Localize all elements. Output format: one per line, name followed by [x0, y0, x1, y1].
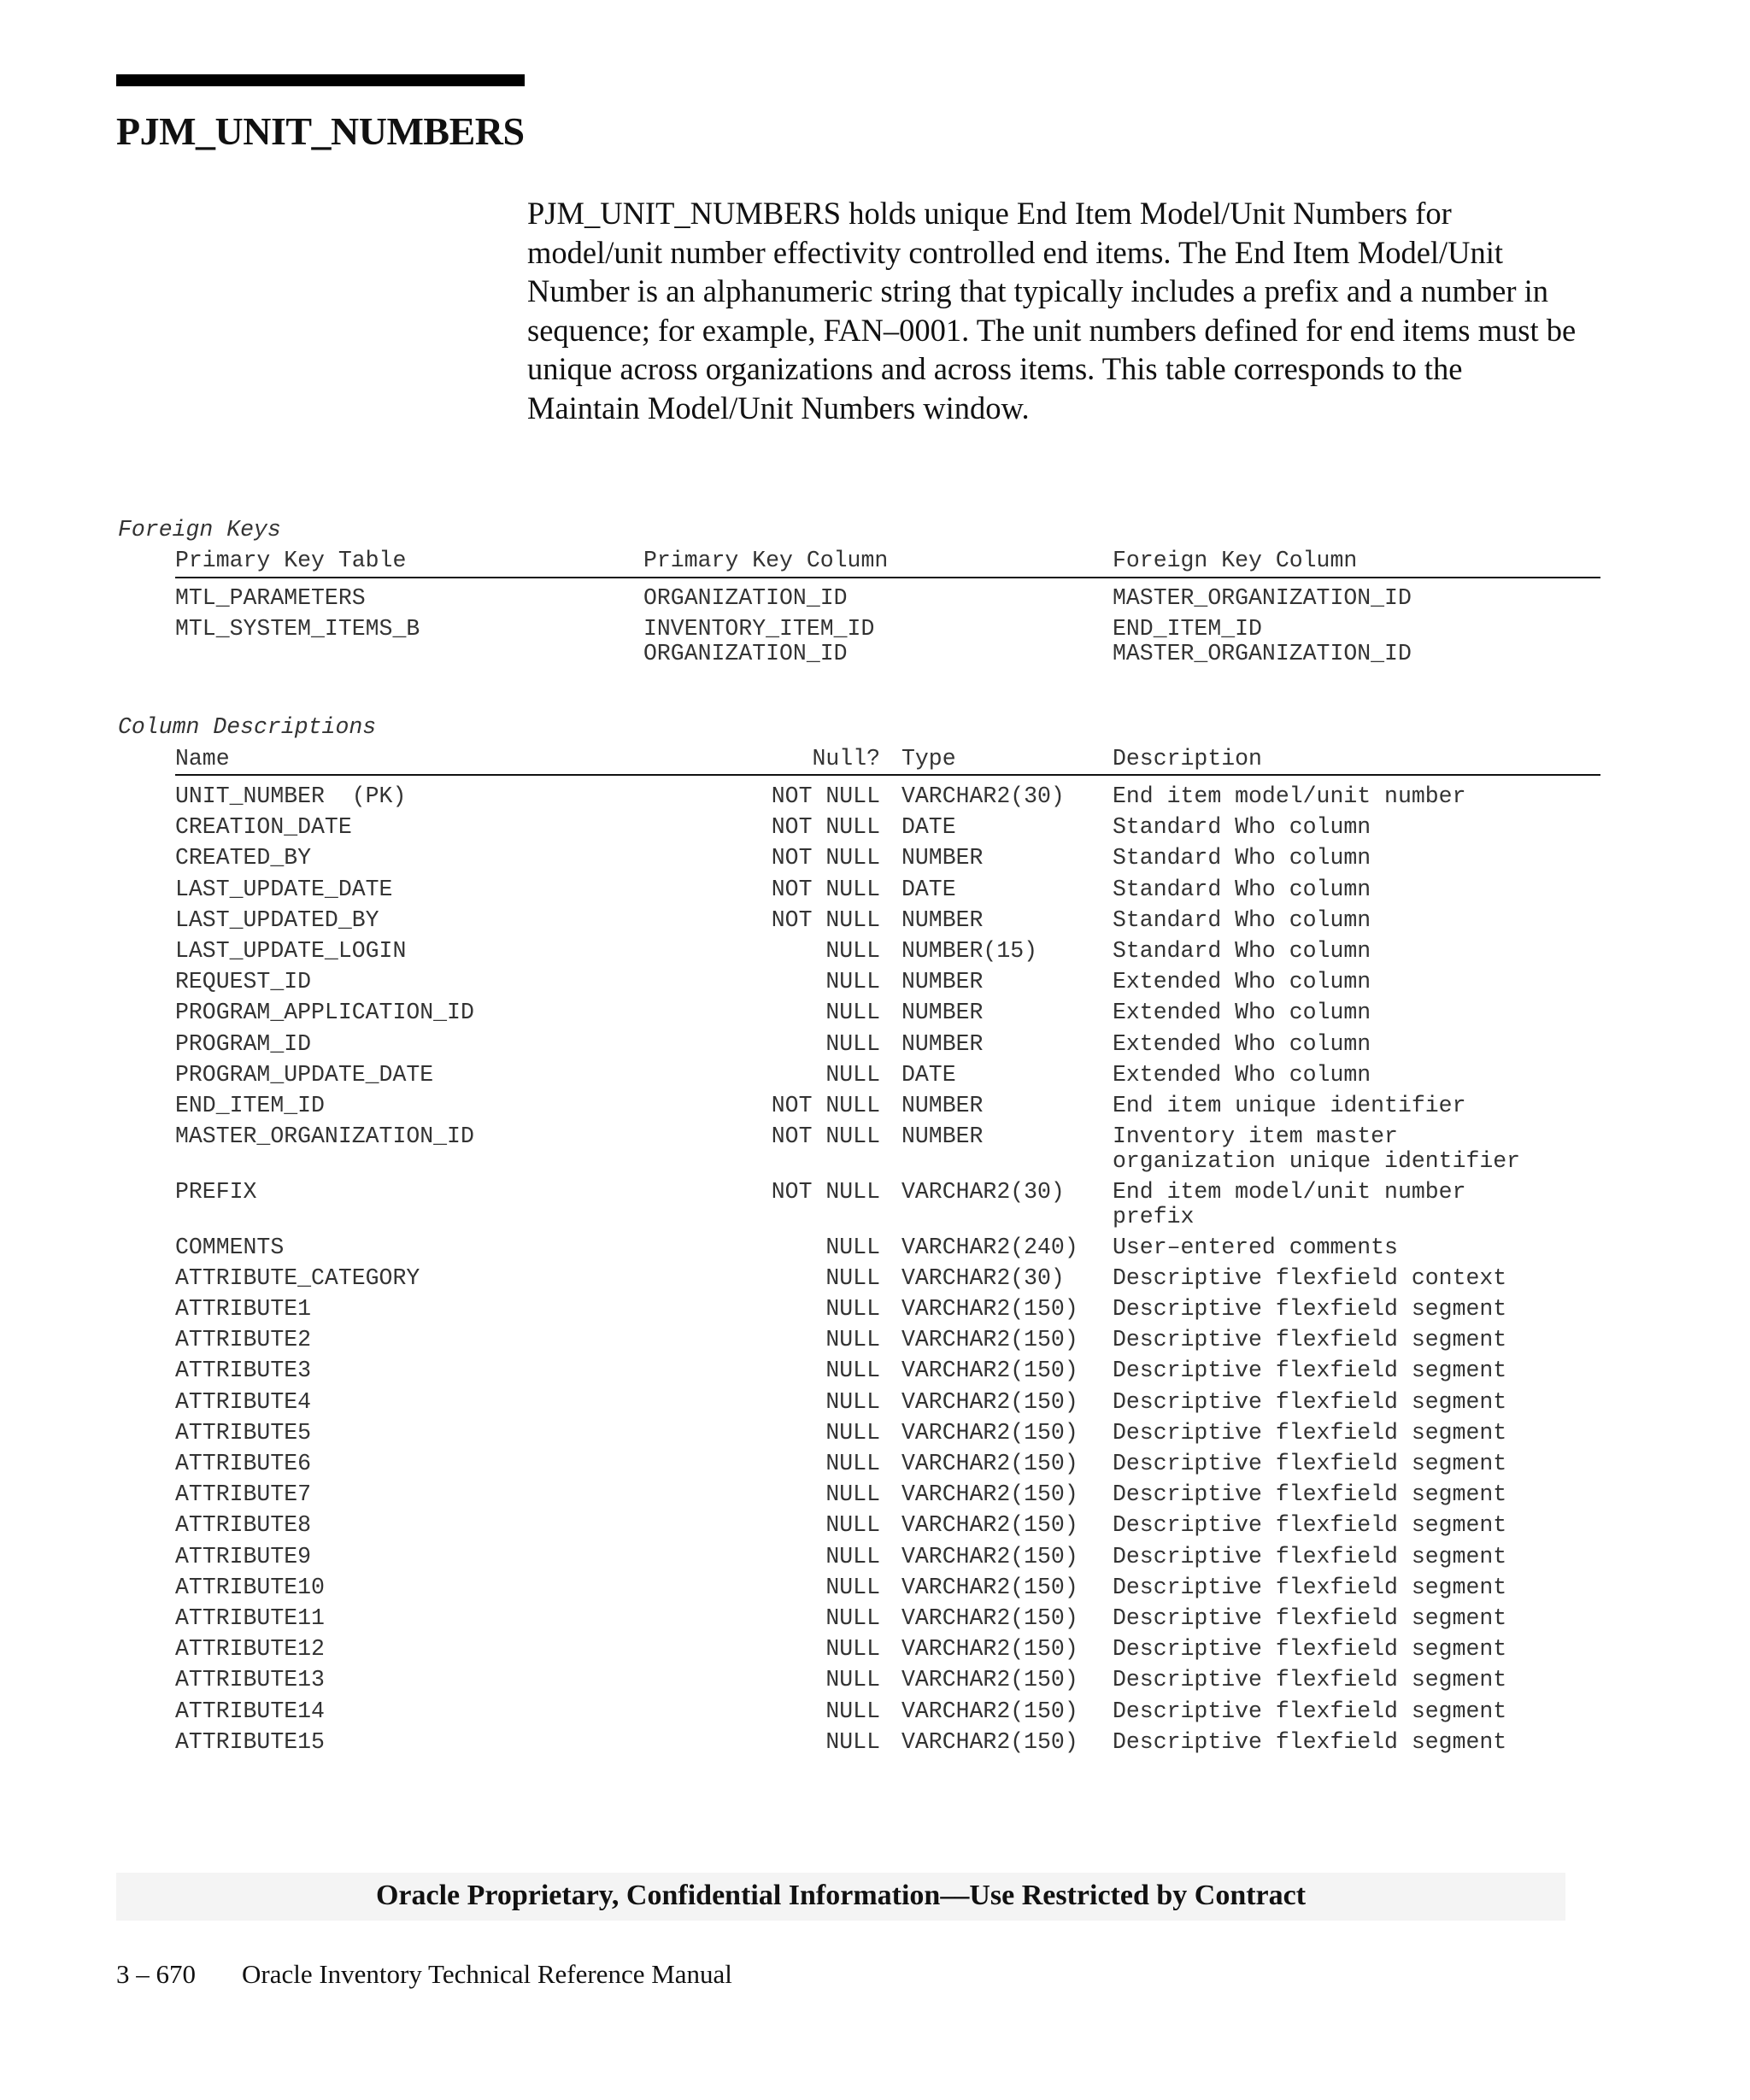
column-name-cell: ATTRIBUTE8 [175, 1512, 312, 1539]
fk-pk-column-cell: ORGANIZATION_ID [643, 585, 848, 611]
column-description-cell: Descriptive flexfield segment [1113, 1388, 1507, 1415]
column-type-cell: NUMBER [901, 906, 984, 933]
column-type-cell: VARCHAR2(150) [901, 1698, 1078, 1724]
column-type-cell: VARCHAR2(150) [901, 1327, 1078, 1353]
column-null-cell: NULL [825, 1296, 880, 1322]
column-name-cell: ATTRIBUTE5 [175, 1419, 312, 1446]
column-null-cell: NULL [825, 1451, 880, 1476]
column-description-cell: Descriptive flexfield segment [1113, 1296, 1507, 1322]
column-type-cell: VARCHAR2(150) [901, 1605, 1078, 1631]
column-null-cell: NOT NULL [771, 783, 880, 809]
column-null-cell: NULL [825, 1358, 880, 1384]
column-name-cell: PROGRAM_ID [175, 1030, 312, 1057]
column-name-cell: ATTRIBUTE2 [175, 1327, 312, 1353]
column-type-cell: DATE [901, 876, 956, 902]
columns-header-rule [175, 774, 1600, 776]
column-description-cell: Extended Who column [1113, 1061, 1371, 1088]
column-null-cell: NULL [825, 1512, 880, 1539]
column-null-cell: NOT NULL [771, 876, 880, 902]
column-description-cell: Extended Who column [1113, 1000, 1371, 1026]
column-null-cell: NOT NULL [771, 906, 880, 933]
column-type-cell: VARCHAR2(150) [901, 1667, 1078, 1693]
column-null-cell: NOT NULL [771, 1093, 880, 1118]
column-description-cell: Extended Who column [1113, 969, 1371, 995]
column-null-cell: NULL [825, 1000, 880, 1026]
column-description-cell: Descriptive flexfield segment [1113, 1574, 1507, 1600]
column-type-cell: NUMBER [901, 1123, 984, 1150]
column-description-cell: End item unique identifier [1113, 1093, 1466, 1118]
column-null-cell: NOT NULL [771, 1178, 880, 1205]
column-null-cell: NULL [825, 1419, 880, 1446]
column-null-cell: NULL [825, 1030, 880, 1057]
col-header-description: Description [1113, 746, 1262, 771]
column-description-cell: Descriptive flexfield segment [1113, 1667, 1507, 1693]
fk-fk-column-cell: MASTER_ORGANIZATION_ID [1113, 585, 1412, 611]
column-null-cell: NULL [825, 1667, 880, 1693]
confidentiality-notice: Oracle Proprietary, Confidential Information––Use Restricted by Contract [375, 1880, 1307, 1911]
column-type-cell: NUMBER [901, 1093, 984, 1118]
column-description-cell: Descriptive flexfield segment [1113, 1543, 1507, 1569]
column-null-cell: NULL [825, 1543, 880, 1569]
column-type-cell: DATE [901, 814, 956, 841]
column-description-cell: Descriptive flexfield segment [1113, 1419, 1507, 1446]
column-type-cell: VARCHAR2(30) [901, 783, 1065, 809]
column-description-cell: Descriptive flexfield segment [1113, 1481, 1507, 1508]
column-null-cell: NULL [825, 1728, 880, 1755]
column-name-cell: ATTRIBUTE9 [175, 1543, 312, 1569]
column-type-cell: NUMBER [901, 969, 984, 995]
column-description-cell: Descriptive flexfield segment [1113, 1451, 1507, 1476]
column-type-cell: VARCHAR2(30) [901, 1178, 1065, 1205]
column-type-cell: VARCHAR2(150) [901, 1481, 1078, 1508]
column-description-cell: Descriptive flexfield segment [1113, 1358, 1507, 1384]
column-name-cell: ATTRIBUTE13 [175, 1667, 325, 1693]
column-type-cell: NUMBER [901, 1000, 984, 1026]
fk-table-cell: MTL_PARAMETERS [175, 585, 366, 611]
column-description-cell: End item model/unit number prefix [1113, 1178, 1466, 1229]
column-type-cell: VARCHAR2(150) [901, 1388, 1078, 1415]
column-name-cell: PREFIX [175, 1178, 257, 1205]
column-name-cell: ATTRIBUTE4 [175, 1388, 312, 1415]
column-type-cell: NUMBER(15) [901, 938, 1038, 964]
column-type-cell: VARCHAR2(150) [901, 1574, 1078, 1600]
column-type-cell: VARCHAR2(150) [901, 1728, 1078, 1755]
col-header-type: Type [901, 746, 956, 771]
column-null-cell: NOT NULL [771, 814, 880, 841]
column-name-cell: ATTRIBUTE14 [175, 1698, 325, 1724]
column-type-cell: NUMBER [901, 845, 984, 871]
title-rule-bar [116, 74, 525, 86]
column-description-cell: Inventory item master organization unique identifier [1113, 1123, 1521, 1175]
column-null-cell: NULL [825, 1234, 880, 1260]
column-type-cell: VARCHAR2(150) [901, 1636, 1078, 1663]
column-null-cell: NOT NULL [771, 845, 880, 871]
column-null-cell: NULL [825, 1481, 880, 1508]
column-name-cell: CREATED_BY [175, 845, 312, 871]
column-descriptions-label: Column Descriptions [118, 714, 377, 740]
column-type-cell: NUMBER [901, 1030, 984, 1057]
column-null-cell: NULL [825, 1264, 880, 1291]
column-name-cell: ATTRIBUTE10 [175, 1574, 325, 1600]
column-name-cell: PROGRAM_APPLICATION_ID [175, 1000, 474, 1026]
column-name-cell: CREATION_DATE [175, 814, 352, 841]
fk-pk-column-cell: INVENTORY_ITEM_ID ORGANIZATION_ID [643, 616, 875, 666]
column-description-cell: Standard Who column [1113, 876, 1371, 902]
column-description-cell: Standard Who column [1113, 845, 1371, 871]
column-description-cell: Descriptive flexfield segment [1113, 1728, 1507, 1755]
column-name-cell: COMMENTS [175, 1234, 285, 1260]
column-type-cell: VARCHAR2(150) [901, 1358, 1078, 1384]
column-name-cell: END_ITEM_ID [175, 1093, 325, 1118]
column-name-cell: ATTRIBUTE7 [175, 1481, 312, 1508]
column-name-cell: LAST_UPDATE_LOGIN [175, 938, 407, 964]
column-name-cell: PROGRAM_UPDATE_DATE [175, 1061, 434, 1088]
manual-title: Oracle Inventory Technical Reference Manual [242, 1959, 732, 1989]
column-description-cell: Standard Who column [1113, 814, 1371, 841]
column-name-cell: ATTRIBUTE15 [175, 1728, 325, 1755]
table-description: PJM_UNIT_NUMBERS holds unique End Item Model/Unit Numbers for model/unit number effectivity controlled end items. The End Item Model/Unit Number is an alphanumeric string that typically includes a prefix and a number in sequence; for example, FAN–0001. The unit numbers defined for end items must be unique across organizations and across items. This table corresponds to the Maintain Model/Unit Numbers window. [527, 196, 1577, 425]
column-type-cell: VARCHAR2(30) [901, 1264, 1065, 1291]
column-name-cell: ATTRIBUTE11 [175, 1605, 325, 1631]
column-name-cell: REQUEST_ID [175, 969, 312, 995]
fk-header-table: Primary Key Table [175, 548, 407, 573]
column-description-cell: Descriptive flexfield segment [1113, 1636, 1507, 1663]
column-type-cell: VARCHAR2(240) [901, 1234, 1078, 1260]
column-null-cell: NULL [825, 1574, 880, 1600]
foreign-keys-header-rule [175, 577, 1600, 578]
column-type-cell: DATE [901, 1061, 956, 1088]
column-description-cell: Extended Who column [1113, 1030, 1371, 1057]
column-name-cell: ATTRIBUTE3 [175, 1358, 312, 1384]
column-null-cell: NULL [825, 1636, 880, 1663]
column-null-cell: NULL [825, 1605, 880, 1631]
column-null-cell: NULL [825, 969, 880, 995]
column-name-cell: UNIT_NUMBER (PK) [175, 783, 407, 809]
column-name-cell: ATTRIBUTE12 [175, 1636, 325, 1663]
column-null-cell: NULL [825, 1327, 880, 1353]
page-number: 3 – 670 [116, 1959, 196, 1989]
column-type-cell: VARCHAR2(150) [901, 1512, 1078, 1539]
col-header-null: Null? [812, 746, 880, 771]
column-description-cell: Standard Who column [1113, 906, 1371, 933]
column-name-cell: LAST_UPDATE_DATE [175, 876, 393, 902]
column-description-cell: Descriptive flexfield segment [1113, 1512, 1507, 1539]
column-description-cell: Descriptive flexfield segment [1113, 1605, 1507, 1631]
page-title: PJM_UNIT_NUMBERS [116, 109, 525, 153]
column-description-cell: Descriptive flexfield segment [1113, 1327, 1507, 1353]
column-null-cell: NOT NULL [771, 1123, 880, 1150]
column-description-cell: Descriptive flexfield segment [1113, 1698, 1507, 1724]
column-type-cell: VARCHAR2(150) [901, 1543, 1078, 1569]
foreign-keys-label: Foreign Keys [118, 517, 281, 543]
fk-table-cell: MTL_SYSTEM_ITEMS_B [175, 616, 420, 642]
column-name-cell: MASTER_ORGANIZATION_ID [175, 1123, 474, 1150]
col-header-name: Name [175, 746, 230, 771]
column-name-cell: ATTRIBUTE6 [175, 1451, 312, 1476]
column-description-cell: User–entered comments [1113, 1234, 1398, 1260]
column-name-cell: ATTRIBUTE_CATEGORY [175, 1264, 420, 1291]
column-null-cell: NULL [825, 1388, 880, 1415]
column-type-cell: VARCHAR2(150) [901, 1419, 1078, 1446]
column-description-cell: End item model/unit number [1113, 783, 1466, 809]
column-type-cell: VARCHAR2(150) [901, 1451, 1078, 1476]
fk-fk-column-cell: END_ITEM_ID MASTER_ORGANIZATION_ID [1113, 616, 1412, 666]
column-description-cell: Standard Who column [1113, 938, 1371, 964]
column-name-cell: ATTRIBUTE1 [175, 1296, 312, 1322]
column-null-cell: NULL [825, 938, 880, 964]
fk-header-fk-column: Foreign Key Column [1113, 548, 1358, 573]
column-name-cell: LAST_UPDATED_BY [175, 906, 379, 933]
column-description-cell: Descriptive flexfield context [1113, 1264, 1507, 1291]
column-null-cell: NULL [825, 1698, 880, 1724]
column-null-cell: NULL [825, 1061, 880, 1088]
column-type-cell: VARCHAR2(150) [901, 1296, 1078, 1322]
fk-header-pk-column: Primary Key Column [643, 548, 889, 573]
